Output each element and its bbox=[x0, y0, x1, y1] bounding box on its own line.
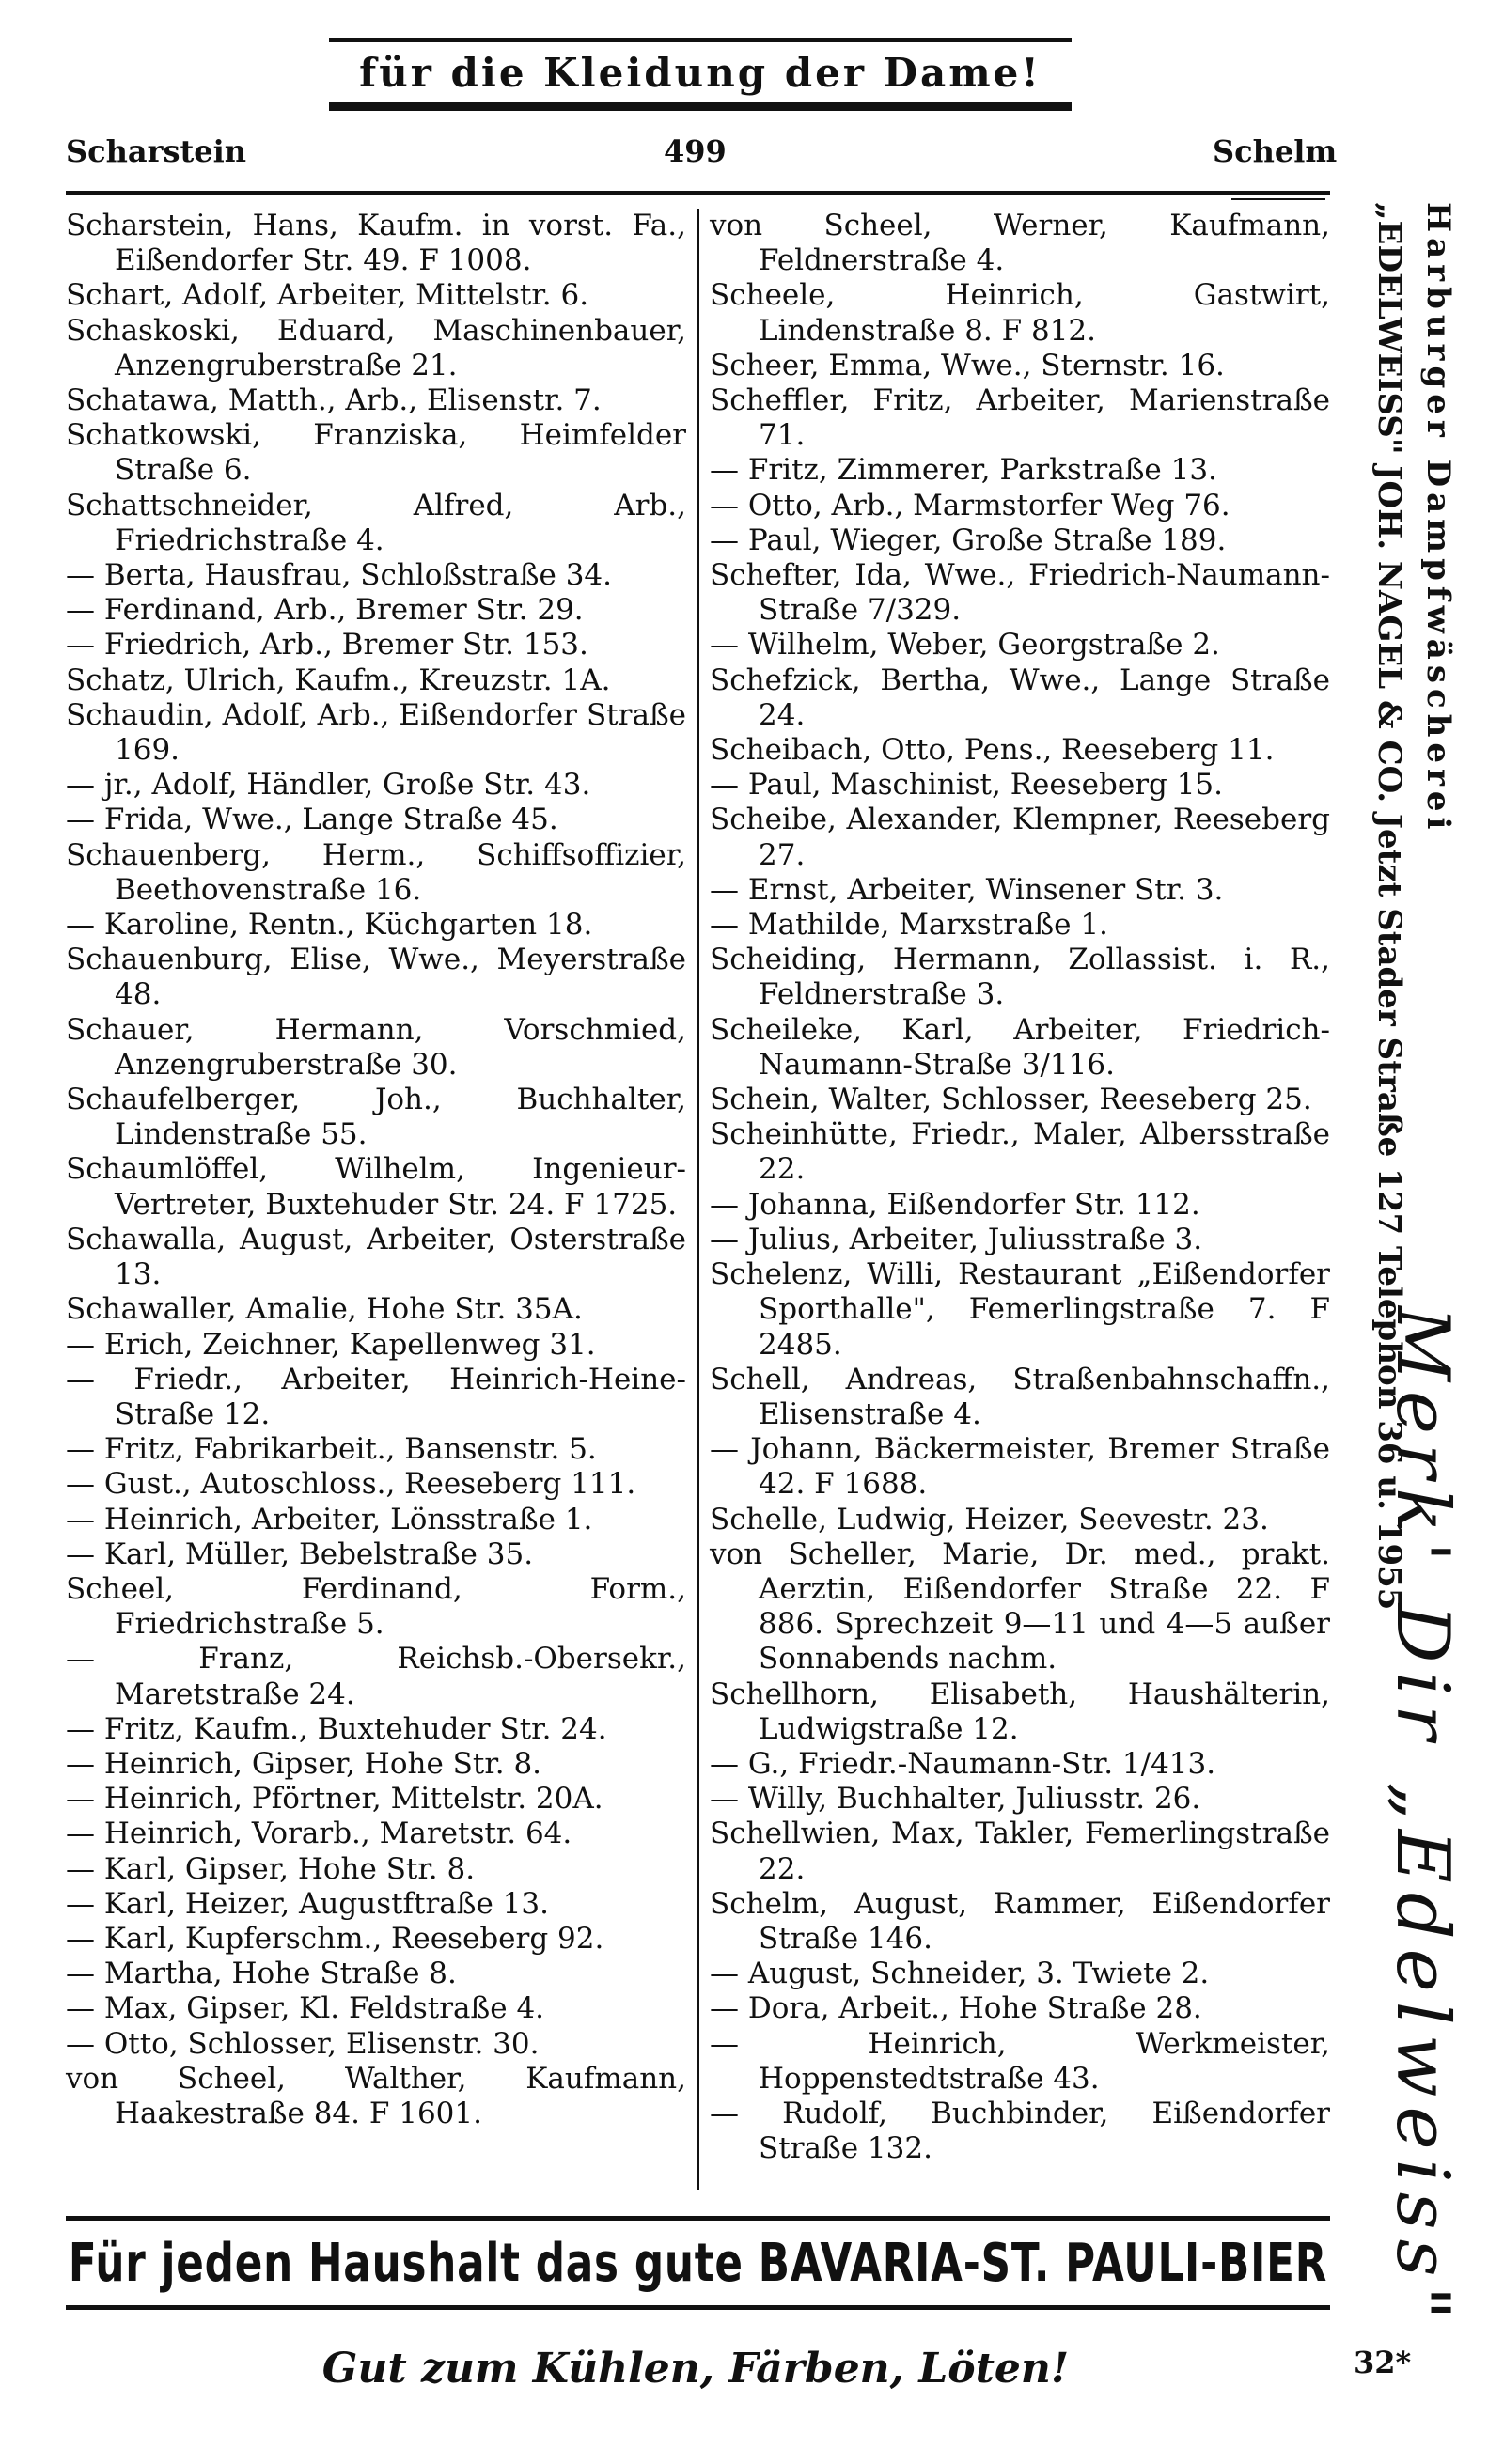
directory-entry: Schelle, Ludwig, Heizer, Seevestr. 23. bbox=[710, 1502, 1269, 1536]
directory-entry: — Max, Gipser, Kl. Feldstraße 4. bbox=[66, 1991, 545, 2026]
directory-entry: — jr., Adolf, Händler, Große Str. 43. bbox=[66, 768, 591, 803]
header-rule bbox=[66, 191, 1330, 195]
directory-entry: — Karl, Heizer, Augustftraße 13. bbox=[66, 1886, 549, 1921]
directory-entry: Schauenburg, Elise, Wwe., Meyerstraße 48. bbox=[66, 943, 686, 1012]
directory-entry: Schattschneider, Alfred, Arb., Friedrichstraße 4. bbox=[66, 488, 686, 557]
directory-entry: Schauer, Hermann, Vorschmied, Anzengruberstraße 30. bbox=[66, 1012, 686, 1082]
directory-entry: — Heinrich, Pförtner, Mittelstr. 20A. bbox=[66, 1782, 603, 1817]
directory-entry: Schellwien, Max, Takler, Femerlingstraße 22. bbox=[710, 1817, 1330, 1886]
side-ad-details: „EDELWEISS" JOH. NAGEL & CO. Jetzt Stader Straße 127 Telephon 36 u. 1955 bbox=[1371, 202, 1408, 1611]
page-number-header: 499 bbox=[664, 133, 727, 169]
side-advertisement-slogan-wrap bbox=[1358, 202, 1465, 2330]
directory-entry: Scheibe, Alexander, Klempner, Reeseberg 27. bbox=[710, 803, 1330, 872]
left-column bbox=[66, 209, 686, 2131]
directory-entry: Scheer, Emma, Wwe., Sternstr. 16. bbox=[710, 348, 1225, 382]
directory-entry: Schawaller, Amalie, Hohe Str. 35A. bbox=[66, 1292, 583, 1327]
directory-entry: Schein, Walter, Schlosser, Reeseberg 25. bbox=[710, 1083, 1312, 1117]
directory-entry: — Wilhelm, Weber, Georgstraße 2. bbox=[710, 628, 1220, 663]
directory-entry: — Julius, Arbeiter, Juliusstraße 3. bbox=[710, 1222, 1203, 1256]
directory-entry: — Friedrich, Arb., Bremer Str. 153. bbox=[66, 628, 588, 663]
header-rule-short bbox=[1231, 198, 1325, 200]
directory-entry: — Gust., Autoschloss., Reeseberg 111. bbox=[66, 1467, 636, 1502]
directory-entry: Schawalla, August, Arbeiter, Osterstraße 13. bbox=[66, 1222, 686, 1292]
bottom-advertisement bbox=[66, 2216, 1330, 2310]
directory-entry: — Ferdinand, Arb., Bremer Str. 29. bbox=[66, 593, 584, 628]
directory-entry: Schatz, Ulrich, Kaufm., Kreuzstr. 1A. bbox=[66, 663, 611, 697]
directory-entry: Scheibach, Otto, Pens., Reeseberg 11. bbox=[710, 733, 1275, 768]
directory-entry: Scheel, Ferdinand, Form., Friedrichstraße 5. bbox=[66, 1571, 686, 1642]
directory-entry: — Berta, Hausfrau, Schloßstraße 34. bbox=[66, 558, 613, 593]
directory-entry: Schefzick, Bertha, Wwe., Lange Straße 24. bbox=[710, 663, 1330, 732]
directory-entry: — Fritz, Kaufm., Buxtehuder Str. 24. bbox=[66, 1711, 607, 1746]
directory-entry: — Heinrich, Vorarb., Maretstr. 64. bbox=[66, 1817, 572, 1851]
directory-entry: Scheffler, Fritz, Arbeiter, Marienstraße 71. bbox=[710, 383, 1330, 453]
directory-entry: Scheiding, Hermann, Zollassist. i. R., Feldnerstraße 3. bbox=[710, 943, 1330, 1012]
directory-entry: — Franz, Reichsb.-Obersekr., Maretstraße 24. bbox=[66, 1642, 686, 1711]
directory-entry: — Karoline, Rentn., Küchgarten 18. bbox=[66, 908, 593, 943]
column-divider bbox=[697, 209, 699, 2190]
directory-entry: — Martha, Hohe Straße 8. bbox=[66, 1957, 457, 1991]
directory-entry: — Otto, Arb., Marmstorfer Weg 76. bbox=[710, 488, 1230, 522]
running-head-right: Schelm bbox=[1213, 133, 1338, 169]
footer-slogan: Gut zum Kühlen, Färben, Löten! bbox=[321, 2345, 1070, 2393]
directory-entry: — Heinrich, Werkmeister, Hoppenstedtstraße 43. bbox=[710, 2026, 1330, 2096]
directory-entry: — Ernst, Arbeiter, Winsener Str. 3. bbox=[710, 872, 1224, 907]
directory-entry: Schaskoski, Eduard, Maschinenbauer, Anzengruberstraße 21. bbox=[66, 313, 686, 382]
sheet-number: 32* bbox=[1354, 2345, 1412, 2380]
side-ad-company: Harburger Dampfwäscherei bbox=[1419, 202, 1457, 835]
directory-entry: — Fritz, Fabrikarbeit., Bansenstr. 5. bbox=[66, 1432, 597, 1467]
directory-entry: — Paul, Wieger, Große Straße 189. bbox=[710, 522, 1227, 557]
directory-entry: Schellhorn, Elisabeth, Haushälterin, Ludwigstraße 12. bbox=[710, 1676, 1330, 1746]
directory-entry: Schauenberg, Herm., Schiffsoffizier, Beethovenstraße 16. bbox=[66, 837, 686, 907]
directory-entry: — Johanna, Eißendorfer Str. 112. bbox=[710, 1187, 1200, 1222]
directory-entry: Schaufelberger, Joh., Buchhalter, Lindenstraße 55. bbox=[66, 1083, 686, 1152]
directory-entry: Schatkowski, Franziska, Heimfelder Straße 6. bbox=[66, 418, 686, 488]
right-column bbox=[710, 209, 1330, 2166]
directory-entry: Scheele, Heinrich, Gastwirt, Lindenstraße 8. F 812. bbox=[710, 278, 1330, 348]
directory-entry: — Erich, Zeichner, Kapellenweg 31. bbox=[66, 1327, 596, 1362]
directory-entry: — Paul, Maschinist, Reeseberg 15. bbox=[710, 768, 1224, 803]
directory-entry: Schaumlöffel, Wilhelm, Ingenieur-Vertreter, Buxtehuder Str. 24. F 1725. bbox=[66, 1152, 686, 1222]
directory-entry: Schart, Adolf, Arbeiter, Mittelstr. 6. bbox=[66, 278, 589, 313]
directory-entry: Schelenz, Willi, Restaurant „Eißendorfer Sporthalle", Femerlingstraße 7. F 2485. bbox=[710, 1257, 1330, 1362]
directory-entry: Schaudin, Adolf, Arb., Eißendorfer Straße 169. bbox=[66, 697, 686, 768]
directory-entry: — Heinrich, Arbeiter, Lönsstraße 1. bbox=[66, 1502, 593, 1536]
running-head-left: Scharstein bbox=[66, 133, 247, 169]
directory-entry: Schatawa, Matth., Arb., Elisenstr. 7. bbox=[66, 383, 602, 418]
directory-entry: — Willy, Buchhalter, Juliusstr. 26. bbox=[710, 1782, 1201, 1817]
directory-entry: von Scheller, Marie, Dr. med., prakt. Aerztin, Eißendorfer Straße 22. F 886. Sprechzeit 9—11 und 4—5 außer Sonnabends nachm. bbox=[710, 1536, 1330, 1676]
directory-entry: — Johann, Bäckermeister, Bremer Straße 42. F 1688. bbox=[710, 1432, 1330, 1502]
directory-entry: — Karl, Müller, Bebelstraße 35. bbox=[66, 1536, 534, 1571]
directory-entry: — Fritz, Zimmerer, Parkstraße 13. bbox=[710, 453, 1217, 488]
side-ad-slogan: Merk' Dir „Edelweiss" bbox=[1380, 1306, 1465, 2330]
top-advertisement: für die Kleidung der Dame! bbox=[329, 38, 1072, 111]
directory-entry: — Heinrich, Gipser, Hohe Str. 8. bbox=[66, 1746, 542, 1781]
directory-entry: Schefter, Ida, Wwe., Friedrich-Naumann-Straße 7/329. bbox=[710, 558, 1330, 628]
directory-entry: — Otto, Schlosser, Elisenstr. 30. bbox=[66, 2026, 540, 2061]
directory-entry: — G., Friedr.-Naumann-Str. 1/413. bbox=[710, 1746, 1216, 1781]
directory-entry: von Scheel, Werner, Kaufmann, Feldnerstraße 4. bbox=[710, 209, 1330, 278]
directory-entry: — Mathilde, Marxstraße 1. bbox=[710, 908, 1108, 943]
directory-entry: von Scheel, Walther, Kaufmann, Haakestraße 84. F 1601. bbox=[66, 2061, 686, 2130]
bottom-ad-text: Für jeden Haushalt das gute BAVARIA-ST. PAULI-BIER bbox=[68, 2232, 1328, 2294]
directory-entry: — Rudolf, Buchbinder, Eißendorfer Straße 132. bbox=[710, 2096, 1330, 2166]
directory-entry: Scharstein, Hans, Kaufm. in vorst. Fa., Eißendorfer Str. 49. F 1008. bbox=[66, 209, 686, 278]
directory-entry: Scheileke, Karl, Arbeiter, Friedrich-Naumann-Straße 3/116. bbox=[710, 1012, 1330, 1082]
directory-entry: — Karl, Gipser, Hohe Str. 8. bbox=[66, 1851, 476, 1886]
directory-entry: — August, Schneider, 3. Twiete 2. bbox=[710, 1957, 1210, 1991]
directory-entry: — Frida, Wwe., Lange Straße 45. bbox=[66, 803, 558, 837]
directory-entry: Schell, Andreas, Straßenbahnschaffn., Elisenstraße 4. bbox=[710, 1362, 1330, 1431]
directory-entry: — Dora, Arbeit., Hohe Straße 28. bbox=[710, 1991, 1202, 2026]
directory-entry: — Karl, Kupferschm., Reeseberg 92. bbox=[66, 1921, 604, 1956]
directory-entry: — Friedr., Arbeiter, Heinrich-Heine-Straße 12. bbox=[66, 1362, 686, 1431]
directory-entry: Scheinhütte, Friedr., Maler, Albersstraße 22. bbox=[710, 1117, 1330, 1187]
directory-entry: Schelm, August, Rammer, Eißendorfer Straße 146. bbox=[710, 1886, 1330, 1956]
